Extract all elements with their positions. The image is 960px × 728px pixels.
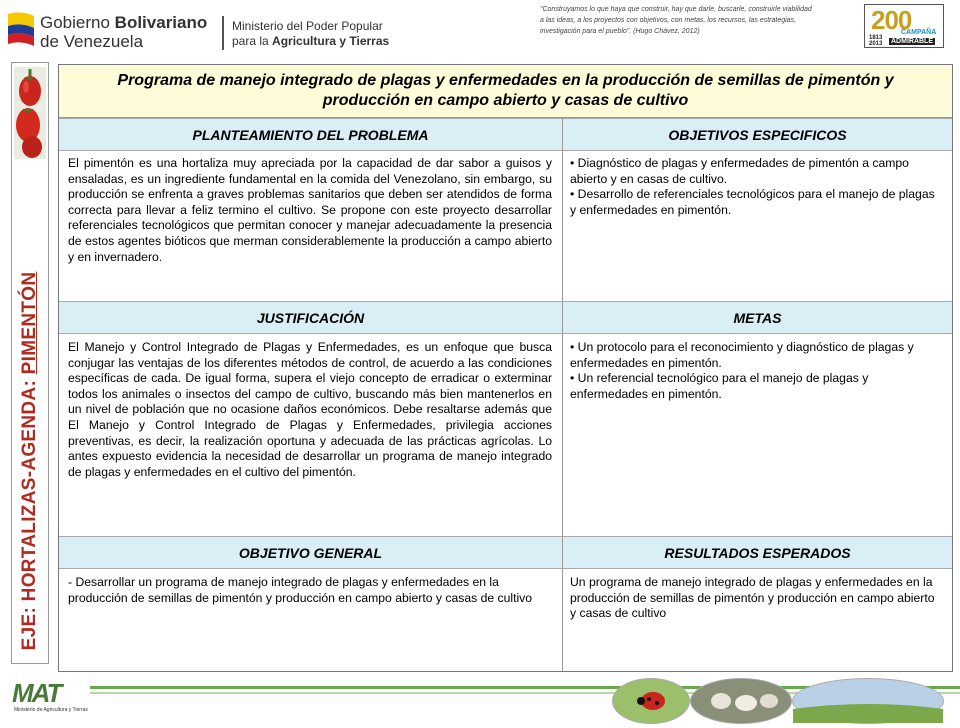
government-name-line1: Gobierno Bolivariano: [40, 13, 208, 32]
field-photo: [792, 678, 944, 724]
justificacion-text: El Manejo y Control Integrado de Plagas y Enfermedades, es un enfoque que busca conjugar las ventajas de los diferentes métodos de control, de acuerdo a las condiciones específicas de cada. De igual forma, supera el viejo concepto de erradicar o exterminar todos los animales o insectos del campo de cultivo, buscando más bien mantenerlos en un nivel de población que no ocasione daños económicos. Debe resaltarse además que El Manejo y Control Integrado de Plagas y Enfermedades, privilegia acciones preventivas, es decir, la realización oportuna y adecuada de las prácticas agrícolas. Lo antes expuesto evidencia la necesidad de desarrollar un programa de manejo integrado de plagas y enfermedades en el cultivo del pimentón.: [68, 340, 552, 479]
resultados-header: RESULTADOS ESPERADOS: [563, 536, 952, 569]
resultados-text: Un programa de manejo integrado de plagas y enfermedades en la producción de semillas de pimentón y producción en campo abierto y casas de cultivo: [570, 575, 935, 621]
program-title: Programa de manejo integrado de plagas y enfermedades en la producción de semillas de pimentón y producción en campo abierto y casas de cultivo: [117, 72, 894, 109]
mat-logo: [12, 678, 88, 713]
objetivo-general-text: - Desarrollar un programa de manejo integrado de plagas y enfermedades en la producción de semillas de pimentón y producción en campo abierto y casas de cultivo: [68, 575, 533, 605]
program-table: [58, 64, 953, 672]
ladybug-photo: [612, 678, 690, 724]
page-header: [0, 0, 960, 56]
header-quote: "Construyamos lo que haya que construir, hay que darle, buscarle, construirle viabilidad a las ideas, a los proyectos con objetivos, con metas, los recursos, las estrategias, investigación para el pueblo". (Hugo Chávez, 2012): [540, 6, 812, 35]
mat-logo-subtitle: Ministerio de Agricultura y Tierras: [14, 707, 88, 713]
planteamiento-text: El pimentón es una hortaliza muy apreciada por la capacidad de dar sabor a guisos y ensaladas, es un ingrediente fundamental en la comida del Venezolano, sin embargo, su producción se enfrenta a graves problemas sanitarios que deben ser atendidos de forma correcta para llevar a feliz termino el cultivo. Se propone con este proyecto desarrollar referenciales tecnológicos que permitan conocer y manejar adecuadamente la presencia de estos agentes bióticos que merman considerablemente la producción a campo abierto y en invernadero.: [68, 156, 552, 264]
logo-number: 200: [871, 5, 912, 35]
list-item: • Diagnóstico de plagas y enfermedades de pimentón a campo abierto y en casas de cultivo.: [570, 156, 909, 186]
logo-years: 1813 2013: [869, 35, 883, 47]
metas-list: [570, 340, 940, 402]
ministry-name-line1: Ministerio del Poder Popular: [232, 19, 383, 33]
list-item: • Un referencial tecnológico para el manejo de plagas y enfermedades en pimentón.: [570, 371, 869, 401]
field-icon: [793, 679, 943, 723]
metas-header: METAS: [563, 301, 952, 334]
objetivos-list: [570, 156, 940, 218]
cattle-icon: [691, 679, 791, 723]
sidebar-axis: [11, 62, 49, 664]
objetivo-general-header: OBJETIVO GENERAL: [59, 536, 562, 569]
ladybug-icon: [613, 679, 689, 723]
program-title-bar: [59, 65, 952, 118]
column-divider: [562, 118, 563, 671]
logo-admirable: ADMIRABLE: [891, 38, 933, 45]
list-item: • Desarrollo de referenciales tecnológicos para el manejo de plagas y enfermedades en pimentón.: [570, 187, 935, 217]
header-divider: [222, 16, 224, 50]
logo-campaign: CAMPAÑA: [901, 29, 937, 36]
bicentennial-logo: [864, 4, 944, 48]
mat-logo-text: MAT: [12, 678, 61, 708]
list-item: • Un protocolo para el reconocimiento y diagnóstico de plagas y enfermedades en pimentón.: [570, 340, 914, 370]
sidebar-axis-label: EJE: HORTALIZAS-AGENDA: PIMENTÓN: [19, 271, 40, 651]
ministry-name-line2: para la Agricultura y Tierras: [232, 34, 390, 48]
venezuela-flag-icon: [6, 10, 36, 50]
justificacion-header: JUSTIFICACIÓN: [59, 301, 562, 334]
cattle-photo: [690, 678, 792, 724]
pepper-icon: [14, 67, 46, 159]
planteamiento-header: PLANTEAMIENTO DEL PROBLEMA: [59, 118, 562, 151]
objetivos-header: OBJETIVOS ESPECIFICOS: [563, 118, 952, 151]
government-name-line2: de Venezuela: [40, 32, 144, 51]
